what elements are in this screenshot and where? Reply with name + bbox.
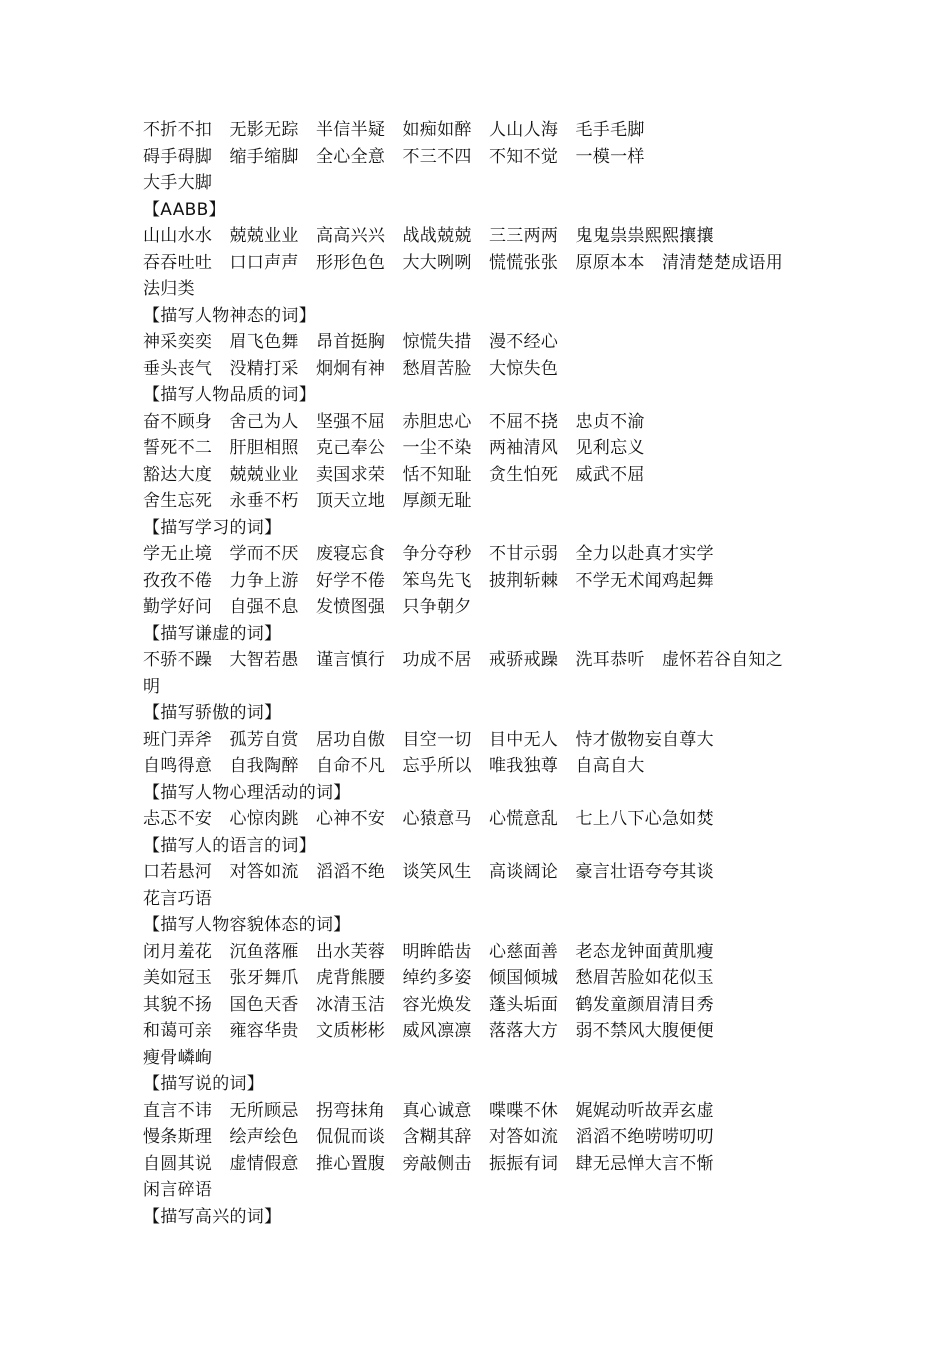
section-heading: 【描写说的词】 xyxy=(143,1074,265,1094)
section-heading: 【描写人物容貌体态的词】 xyxy=(143,915,351,935)
text-line: 和蔼可亲 雍容华贵 文质彬彬 威风凛凛 落落大方 弱不禁风大腹便便 xyxy=(143,1021,714,1041)
text-line: 法归类 xyxy=(143,279,195,299)
document-body xyxy=(143,117,803,1230)
text-line: 自圆其说 虚情假意 推心置腹 旁敲侧击 振振有词 肆无忌惮大言不惭 xyxy=(143,1153,714,1174)
section-heading: 【描写人物神态的词】 xyxy=(143,305,316,326)
section-heading: 【AABB】 xyxy=(143,199,226,220)
text-line: 明 xyxy=(143,676,161,697)
text-line: 碍手碍脚 缩手缩脚 全心全意 不三不四 不知不觉 一模一样 xyxy=(143,146,645,167)
section-heading: 【描写谦虚的词】 xyxy=(143,623,282,644)
text-line: 誓死不二 肝胆相照 克己奉公 一尘不染 两袖清风 见利忘义 xyxy=(143,438,645,458)
text-line: 豁达大度 兢兢业业 卖国求荣 恬不知耻 贪生怕死 威武不屈 xyxy=(143,464,645,485)
text-line: 瘦骨嶙峋 xyxy=(143,1047,213,1068)
text-line: 孜孜不倦 力争上游 好学不倦 笨鸟先飞 披荆斩棘 不学无术闻鸡起舞 xyxy=(143,570,714,591)
text-line: 忐忑不安 心惊肉跳 心神不安 心猿意马 心慌意乱 七上八下心急如焚 xyxy=(143,809,714,829)
text-line: 奋不顾身 舍己为人 坚强不屈 赤胆忠心 不屈不挠 忠贞不渝 xyxy=(143,411,645,432)
text-line: 直言不讳 无所顾忌 拐弯抹角 真心诚意 喋喋不休 娓娓动听故弄玄虚 xyxy=(143,1100,714,1121)
text-line: 大手大脚 xyxy=(143,173,213,193)
text-line: 自鸣得意 自我陶醉 自命不凡 忘乎所以 唯我独尊 自高自大 xyxy=(143,756,645,776)
section-heading: 【描写骄傲的词】 xyxy=(143,703,282,723)
section-heading: 【描写学习的词】 xyxy=(143,517,282,538)
text-line: 吞吞吐吐 口口声声 形形色色 大大咧咧 慌慌张张 原原本本 清清楚楚成语用 xyxy=(143,252,784,273)
text-line: 花言巧语 xyxy=(143,888,213,909)
section-heading: 【描写人物品质的词】 xyxy=(143,385,316,405)
section-heading: 【描写高兴的词】 xyxy=(143,1206,282,1227)
text-line: 山山水水 兢兢业业 高高兴兴 战战兢兢 三三两两 鬼鬼祟祟熙熙攘攘 xyxy=(143,226,714,246)
text-line: 勤学好问 自强不息 发愤图强 只争朝夕 xyxy=(143,597,472,617)
text-line: 闭月羞花 沉鱼落雁 出水芙蓉 明眸皓齿 心慈面善 老态龙钟面黄肌瘦 xyxy=(143,941,714,962)
text-line: 慢条斯理 绘声绘色 侃侃而谈 含糊其辞 对答如流 滔滔不绝唠唠叨叨 xyxy=(143,1127,714,1147)
text-line: 美如冠玉 张牙舞爪 虎背熊腰 绰约多姿 倾国倾城 愁眉苦脸如花似玉 xyxy=(143,968,714,988)
text-line: 不骄不躁 大智若愚 谨言慎行 功成不居 戒骄戒躁 洗耳恭听 虚怀若谷自知之 xyxy=(143,650,784,670)
text-line: 垂头丧气 没精打采 炯炯有神 愁眉苦脸 大惊失色 xyxy=(143,358,559,379)
text-line: 神采奕奕 眉飞色舞 昂首挺胸 惊慌失措 漫不经心 xyxy=(143,332,559,352)
text-line: 不折不扣 无影无踪 半信半疑 如痴如醉 人山人海 毛手毛脚 xyxy=(143,120,645,140)
text-line: 口若悬河 对答如流 滔滔不绝 谈笑风生 高谈阔论 豪言壮语夸夸其谈 xyxy=(143,862,714,882)
section-heading: 【描写人物心理活动的词】 xyxy=(143,782,351,803)
text-line: 闲言碎语 xyxy=(143,1180,213,1200)
text-line: 班门弄斧 孤芳自赏 居功自傲 目空一切 目中无人 恃才傲物妄自尊大 xyxy=(143,729,714,750)
text-line: 舍生忘死 永垂不朽 顶天立地 厚颜无耻 xyxy=(143,491,472,511)
text-line: 学无止境 学而不厌 废寝忘食 争分夺秒 不甘示弱 全力以赴真才实学 xyxy=(143,544,714,564)
section-heading: 【描写人的语言的词】 xyxy=(143,835,316,856)
text-line: 其貌不扬 国色天香 冰清玉洁 容光焕发 蓬头垢面 鹤发童颜眉清目秀 xyxy=(143,994,714,1015)
